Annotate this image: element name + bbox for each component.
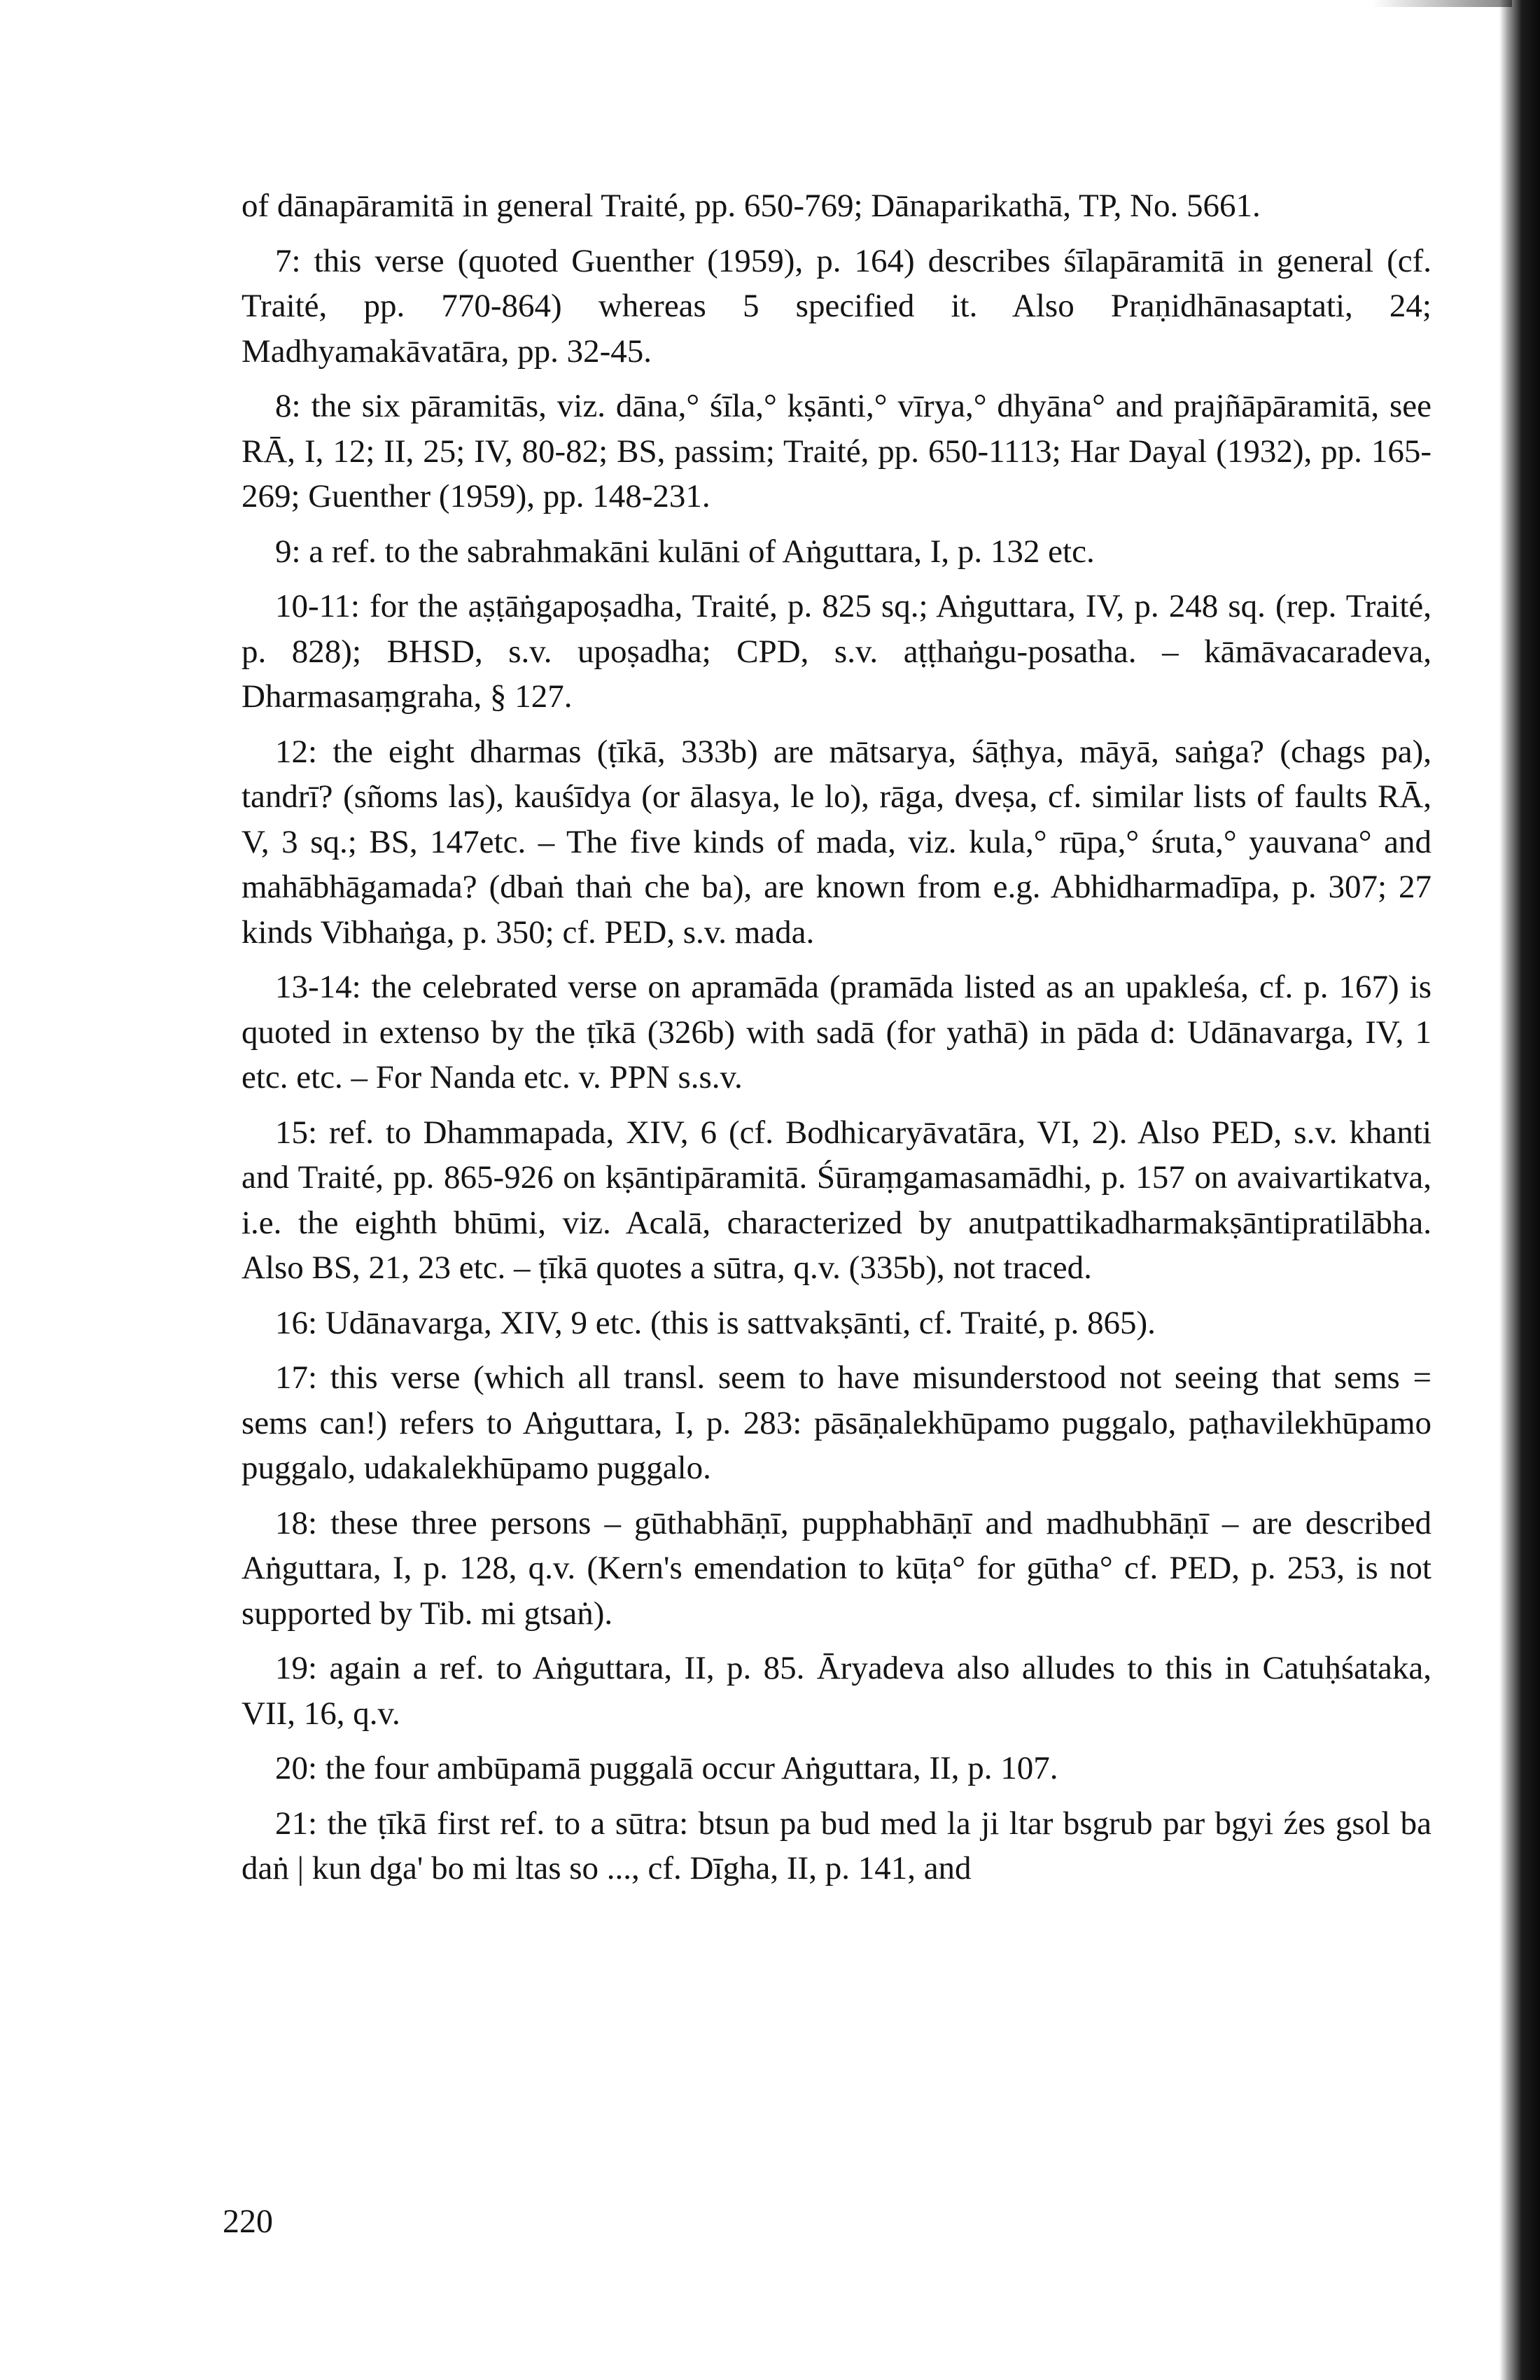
note-13-14: 13-14: the celebrated verse on apramāda (pramāda listed as an upakleśa, cf. p. 167) is quoted in extenso by the ṭīkā (326b) with sadā (for yathā) in pāda d: Udānavarga, IV, 1 etc. etc. – For Nanda etc. v. PPN s.s.v. xyxy=(241,969,1432,1096)
note-8: 8: the six pāramitās, viz. dāna,° śīla,° kṣānti,° vīrya,° dhyāna° and prajñāpāramitā, see RĀ, I, 12; II, 25; IV, 80-82; BS, passim; Traité, pp. 650-1113; Har Dayal (1932), pp. 165-269; Guenther (1959), pp. 148-231. xyxy=(241,388,1432,514)
scan-smudge xyxy=(1372,0,1512,7)
note-9: 9: a ref. to the sabrahmakāni kulāni of Aṅguttara, I, p. 132 etc. xyxy=(275,533,1095,570)
note-7: 7: this verse (quoted Guenther (1959), p. 164) describes śīlapāramitā in general (cf. Traité, pp. 770-864) whereas 5 specified it. Also Praṇidhānasaptati, 24; Madhyamakāvatāra, pp. 32-45. xyxy=(241,242,1432,370)
note-continuation: of dānapāramitā in general Traité, pp. 650-769; Dānaparikathā, TP, No. 5661. xyxy=(241,188,1261,224)
note-18: 18: these three persons – gūthabhāṇī, pupphabhāṇī and madhubhāṇī – are described Aṅguttara, I, p. 128, q.v. (Kern's emendation to kūṭa° for gūtha° cf. PED, p. 253, is not supported by Tib. mi gtsaṅ). xyxy=(241,1504,1432,1632)
notes-body xyxy=(241,183,1432,1891)
page-number: 220 xyxy=(223,2203,273,2240)
note-10-11: 10-11: for the aṣṭāṅgapoṣadha, Traité, p. 825 sq.; Aṅguttara, IV, p. 248 sq. (rep. Traité, p. 828); BHSD, s.v. upoṣadha; CPD, s.v. aṭṭhaṅgu-posatha. – kāmāvacaradeva, Dharmasaṃgraha, § 127. xyxy=(241,588,1432,715)
note-20: 20: the four ambūpamā puggalā occur Aṅguttara, II, p. 107. xyxy=(275,1750,1058,1786)
note-19: 19: again a ref. to Aṅguttara, II, p. 85. Āryadeva also alludes to this in Catuḥśataka, VII, 16, q.v. xyxy=(241,1650,1432,1732)
note-17: 17: this verse (which all transl. seem to have misunderstood not seeing that sems = sems can!) refers to Aṅguttara, I, p. 283: pāsāṇalekhūpamo puggalo, paṭhavilekhūpamo puggalo, udakalekhūpamo puggalo. xyxy=(241,1359,1432,1486)
note-15: 15: ref. to Dhammapada, XIV, 6 (cf. Bodhicaryāvatāra, VI, 2). Also PED, s.v. khanti and Traité, pp. 865-926 on kṣāntipāramitā. Śūraṃgamasamādhi, p. 157 on avaivartikatva, i.e. the eighth bhūmi, viz. Acalā, characterized by anutpattikadharmakṣāntipratilābha. Also BS, 21, 23 etc. – ṭīkā quotes a sūtra, q.v. (335b), not traced. xyxy=(241,1114,1432,1286)
page-edge-shadow xyxy=(1499,0,1540,2380)
note-12: 12: the eight dharmas (ṭīkā, 333b) are mātsarya, śāṭhya, māyā, saṅga? (chags pa), tandrī? (sñoms las), kauśīdya (or ālasya, le lo), rāga, dveṣa, cf. similar lists of faults RĀ, V, 3 sq.; BS, 147etc. – The five kinds of mada, viz. kula,° rūpa,° śruta,° yauvana° and mahābhāgamada? (dbaṅ thaṅ che ba), are known from e.g. Abhidharmadīpa, p. 307; 27 kinds Vibhaṅga, p. 350; cf. PED, s.v. mada. xyxy=(241,733,1432,951)
note-16: 16: Udānavarga, XIV, 9 etc. (this is sattvakṣānti, cf. Traité, p. 865). xyxy=(275,1304,1156,1341)
note-21: 21: the ṭīkā first ref. to a sūtra: btsun pa bud med la ji ltar bsgrub par bgyi źes gsol ba daṅ | kun dga' bo mi ltas so ..., cf. Dīgha, II, p. 141, and xyxy=(241,1805,1432,1886)
